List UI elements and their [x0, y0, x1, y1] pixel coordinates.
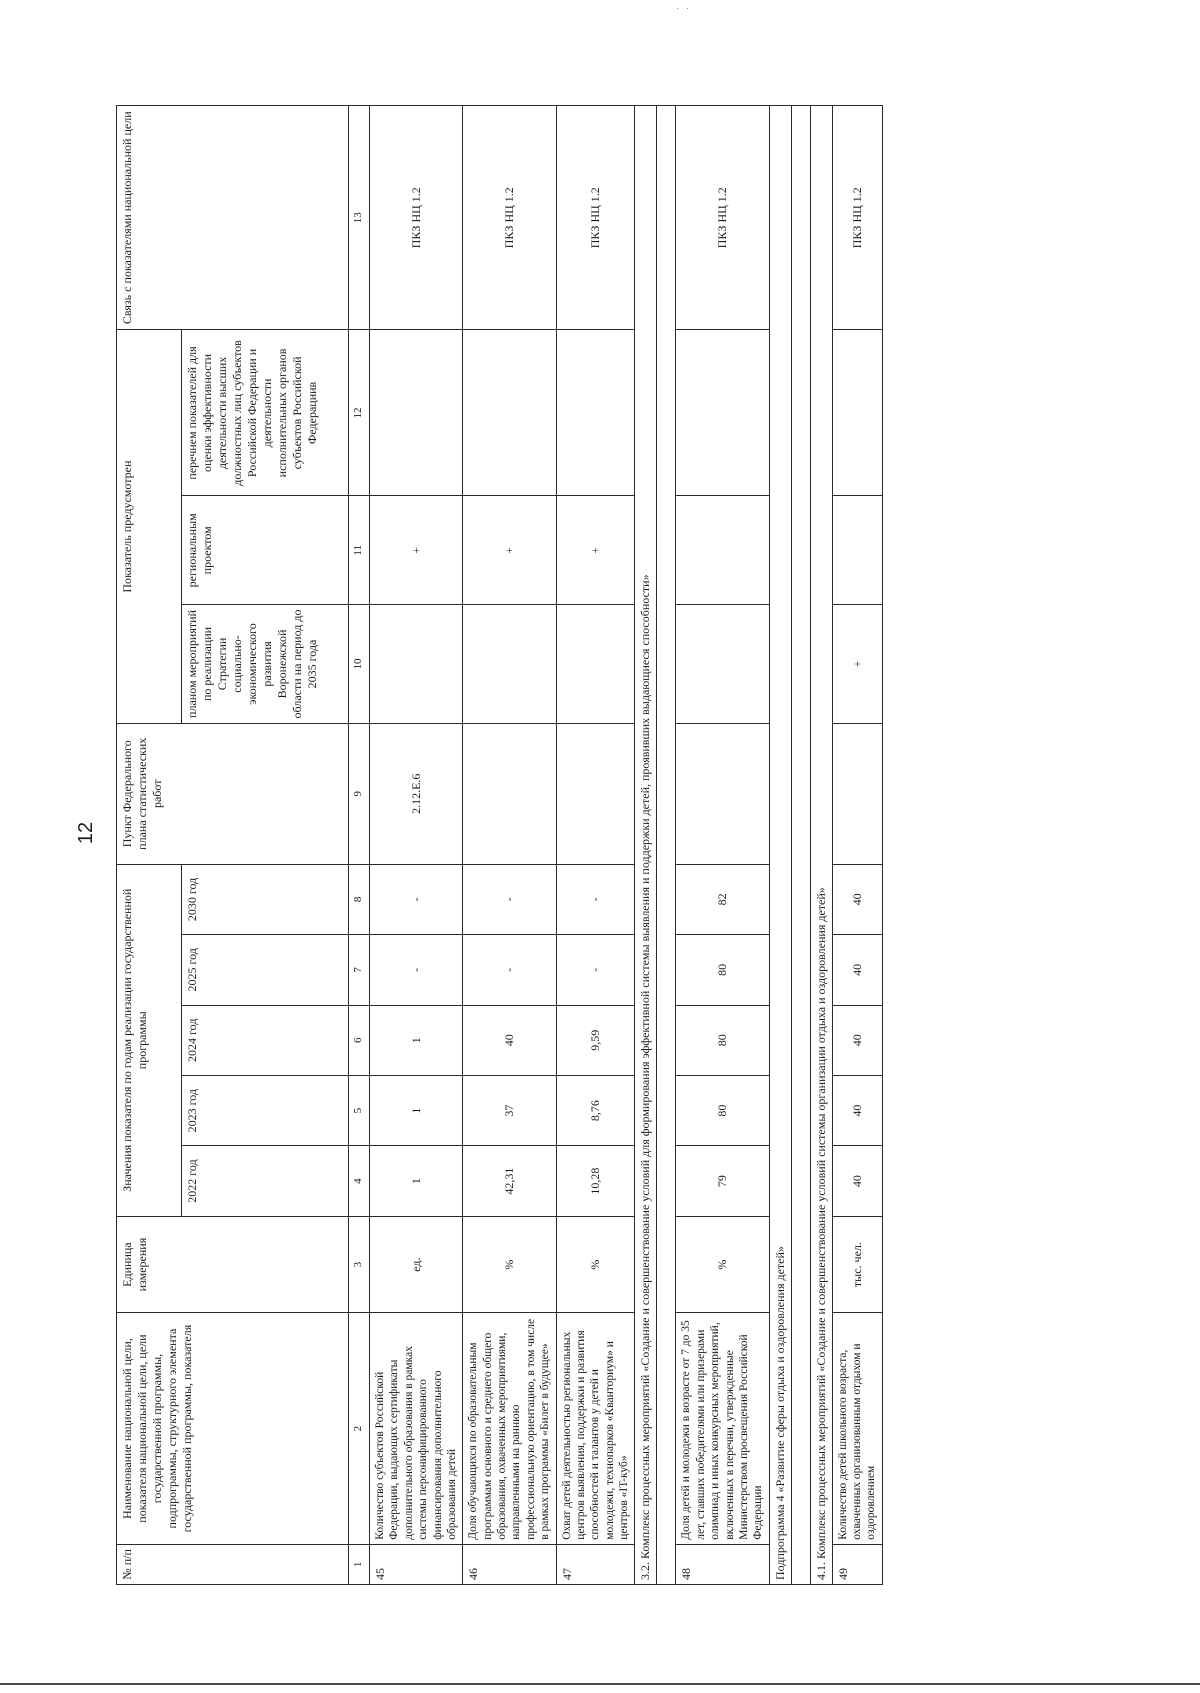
row-number: 49 [832, 1544, 882, 1584]
row-number: 45 [370, 1544, 463, 1584]
value-2025: - [556, 935, 635, 1005]
indicator-name: Количество субъектов Российской Федерации, выдающих сертификаты дополнительного образования в рамках системы персонифицированного финансирования дополнительного образования детей [370, 1313, 463, 1544]
spacer-row [791, 106, 810, 1585]
col-number: 5 [349, 1075, 370, 1145]
value-2024: 80 [676, 1005, 769, 1075]
rows-group-c [832, 106, 882, 1585]
unit-cell: % [463, 1216, 556, 1313]
unit-cell: тыс. чел. [832, 1216, 882, 1313]
officials-cell [463, 330, 556, 496]
value-2025: 40 [832, 935, 882, 1005]
table-row [832, 106, 882, 1585]
rows-group-b [676, 106, 769, 1585]
link-cell: ПКЗ НЦ 1.2 [370, 106, 463, 330]
fed-plan-cell [463, 723, 556, 864]
link-cell: ПКЗ НЦ 1.2 [832, 106, 882, 330]
regional-cell: + [556, 496, 635, 605]
header-2024: 2024 год [182, 1005, 349, 1075]
header-2030: 2030 год [182, 864, 349, 934]
regional-cell: + [370, 496, 463, 605]
bottom-rule [0, 1683, 1200, 1685]
strategy-cell [556, 605, 635, 724]
value-2025: - [370, 935, 463, 1005]
value-2023: 8,76 [556, 1075, 635, 1145]
indicators-table [116, 105, 883, 1585]
table-row [676, 106, 769, 1585]
value-2024: 9,59 [556, 1005, 635, 1075]
strategy-cell [370, 605, 463, 724]
value-2024: 1 [370, 1005, 463, 1075]
unit-cell: % [556, 1216, 635, 1313]
fed-plan-cell: 2.12.Е.6 [370, 723, 463, 864]
value-2030: 40 [832, 864, 882, 934]
value-2025: 80 [676, 935, 769, 1005]
link-cell: ПКЗ НЦ 1.2 [556, 106, 635, 330]
indicator-name: Охват детей деятельностью региональных центров выявления, поддержки и развития способностей и талантов у детей и молодежи, технопарков «Кванториум» и центров «IT-куб» [556, 1313, 635, 1544]
link-cell: ПКЗ НЦ 1.2 [676, 106, 769, 330]
officials-cell [370, 330, 463, 496]
value-2022: 40 [832, 1146, 882, 1216]
value-2022: 10,28 [556, 1146, 635, 1216]
col-number: 7 [349, 935, 370, 1005]
value-2022: 42,31 [463, 1146, 556, 1216]
page-number: 12 [75, 821, 97, 845]
value-2022: 79 [676, 1146, 769, 1216]
row-number: 46 [463, 1544, 556, 1584]
table-row [463, 106, 556, 1585]
value-2023: 1 [370, 1075, 463, 1145]
col-number: 3 [349, 1216, 370, 1313]
col-number: 6 [349, 1005, 370, 1075]
value-2022: 1 [370, 1146, 463, 1216]
fed-plan-cell [556, 723, 635, 864]
row-number: 47 [556, 1544, 635, 1584]
spacer-row [657, 106, 676, 1585]
header-num: № п/п [117, 1544, 349, 1584]
header-2023: 2023 год [182, 1075, 349, 1145]
rotated-table-sheet [116, 105, 1096, 1585]
header-link: Связь с показателями национальной цели [117, 106, 349, 330]
regional-cell: + [463, 496, 556, 605]
unit-cell: ед. [370, 1216, 463, 1313]
col-number: 1 [349, 1544, 370, 1584]
header-unit: Единица измерения [117, 1216, 349, 1313]
fed-plan-cell [676, 723, 769, 864]
table-row [556, 106, 635, 1585]
row-number: 48 [676, 1544, 769, 1584]
value-2024: 40 [463, 1005, 556, 1075]
header-officials: перечнем показателей для оценки эффективности деятельности высших должностных лиц субъектов Российской Федерации и деятельности исполнительных органов субъектов Российской Федерациив [182, 330, 349, 496]
table-row [370, 106, 463, 1585]
link-cell: ПКЗ НЦ 1.2 [463, 106, 556, 330]
value-2023: 80 [676, 1075, 769, 1145]
header-name: Наименование национальной цели, показателя национальной цели, цели государственной программы, подпрограммы, структурного элемента государственной программы, показателя [117, 1313, 349, 1544]
officials-cell [676, 330, 769, 496]
header-2022: 2022 год [182, 1146, 349, 1216]
header-2025: 2025 год [182, 935, 349, 1005]
col-number: 12 [349, 330, 370, 496]
value-2023: 37 [463, 1075, 556, 1145]
indicator-name: Доля детей и молодежи в возрасте от 7 до 35 лет, ставших победителями или призерами олимпиад и иных конкурсных мероприятий, включенных в перечни, утвержденные Министерством просвещения Российской Федерации [676, 1313, 769, 1544]
value-2030: - [463, 864, 556, 934]
regional-cell [676, 496, 769, 605]
strategy-cell [463, 605, 556, 724]
col-number: 13 [349, 106, 370, 330]
officials-cell [556, 330, 635, 496]
value-2030: - [370, 864, 463, 934]
scan-dots: · · [676, 4, 692, 15]
col-number: 10 [349, 605, 370, 724]
strategy-cell: + [832, 605, 882, 724]
value-2030: 82 [676, 864, 769, 934]
section-heading-4-1: 4.1. Комплекс процессных мероприятий «Создание и совершенствование условий системы организации отдыха и оздоровления детей» [810, 106, 832, 1585]
header-provided-group: Показатель предусмотрен [117, 330, 182, 723]
value-2024: 40 [832, 1005, 882, 1075]
rows-group-a [370, 106, 635, 1585]
unit-cell: % [676, 1216, 769, 1313]
col-number: 4 [349, 1146, 370, 1216]
header-fed-plan: Пункт Федерального плана статистических работ [117, 723, 349, 864]
value-2023: 40 [832, 1075, 882, 1145]
col-number: 11 [349, 496, 370, 605]
strategy-cell [676, 605, 769, 724]
col-number: 9 [349, 723, 370, 864]
header-strategy: планом мероприятий по реализации Стратегии социально-экономического развития Воронежской области на период до 2035 года [182, 605, 349, 724]
officials-cell [832, 330, 882, 496]
indicator-name: Доля обучающихся по образовательным программам основного и среднего общего образования, охваченных мероприятиями, направленными на раннюю профессиональную ориентацию, в том числе в рамках программы «Билет в будущее» [463, 1313, 556, 1544]
col-number: 8 [349, 864, 370, 934]
header-values-group: Значения показателя по годам реализации государственной программы [117, 864, 182, 1216]
indicator-name: Количество детей школьного возраста, охваченных организованным отдыхом и оздоровлением [832, 1313, 882, 1544]
regional-cell [832, 496, 882, 605]
value-2030: - [556, 864, 635, 934]
section-heading-3-2: 3.2. Комплекс процессных мероприятий «Создание и совершенствование условий для формирования эффективной системы выявления и поддержки детей, проявивших выдающиеся способности» [635, 106, 657, 1585]
value-2025: - [463, 935, 556, 1005]
col-number: 2 [349, 1313, 370, 1544]
fed-plan-cell [832, 723, 882, 864]
header-regional: региональным проектом [182, 496, 349, 605]
subprogram-heading-4: Подпрограмма 4 «Развитие сферы отдыха и оздоровления детей» [769, 106, 791, 1585]
